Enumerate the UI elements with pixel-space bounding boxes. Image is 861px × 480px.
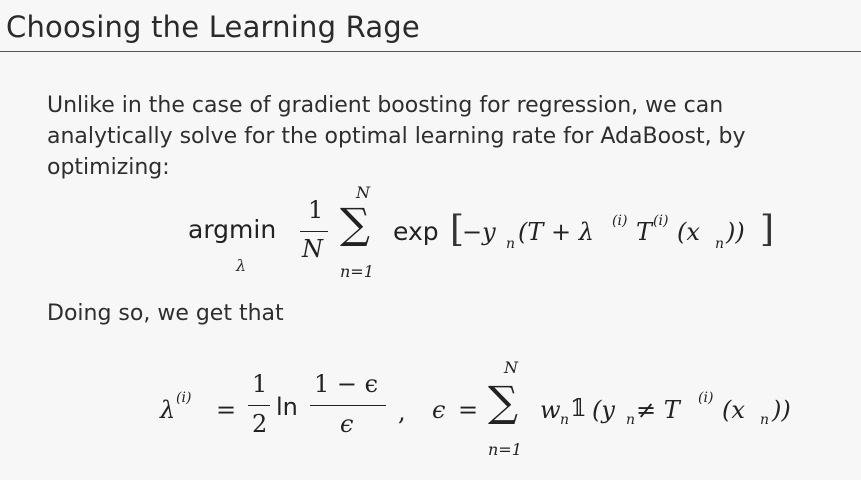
exp-body-close: )) bbox=[726, 218, 745, 246]
intro-paragraph: Unlike in the case of gradient boosting for regression, we can analytically solve for the optimal learning rate for AdaBoost, by optimizing: bbox=[47, 93, 746, 180]
ln-fraction-numerator: 1 − ϵ bbox=[314, 370, 379, 398]
summation-symbol: ∑ bbox=[340, 199, 370, 248]
fraction-bar bbox=[300, 231, 328, 232]
indicator-y-subscript: n bbox=[626, 412, 636, 428]
sum-upper-limit: N bbox=[356, 183, 370, 202]
indicator-x-subscript: n bbox=[760, 412, 770, 428]
indicator-body-y: (y bbox=[592, 396, 615, 424]
exp-body-y-subscript: n bbox=[506, 236, 516, 252]
ln-function: ln bbox=[276, 393, 298, 421]
equals-sign-1: = bbox=[216, 396, 237, 424]
ln-fraction-denominator: ϵ bbox=[340, 410, 354, 438]
sum2-upper-limit: N bbox=[504, 358, 518, 377]
exp-body-neg-y: −y bbox=[462, 218, 496, 246]
lambda-superscript: (i) bbox=[612, 213, 628, 229]
indicator-body-x: (x bbox=[722, 396, 745, 424]
sum2-lower-limit: n=1 bbox=[488, 440, 522, 459]
left-bracket: [ bbox=[450, 209, 465, 250]
equals-sign-2: = bbox=[458, 396, 479, 424]
epsilon-lhs: ϵ bbox=[432, 396, 446, 424]
title-divider bbox=[0, 51, 861, 52]
argmin-operator: argmin bbox=[188, 215, 277, 244]
indicator-symbol: 𝟙 bbox=[570, 394, 587, 422]
lambda-lhs: λ bbox=[160, 396, 176, 424]
result-paragraph: Doing so, we get that bbox=[47, 301, 284, 326]
half-numerator: 1 bbox=[252, 370, 268, 398]
indicator-t-superscript: (i) bbox=[698, 390, 714, 406]
indicator-neq-t: ≠ T bbox=[636, 396, 680, 424]
indicator-close: )) bbox=[772, 396, 791, 424]
summation-symbol-2: ∑ bbox=[488, 377, 518, 426]
ln-fraction-bar bbox=[310, 405, 386, 406]
fraction-denominator: N bbox=[302, 235, 323, 263]
weight-subscript: n bbox=[560, 412, 570, 428]
argmin-subscript: λ bbox=[236, 256, 247, 275]
fraction-numerator: 1 bbox=[308, 196, 324, 224]
half-denominator: 2 bbox=[252, 410, 268, 438]
half-fraction-bar bbox=[248, 405, 270, 406]
comma: , bbox=[398, 398, 406, 426]
exp-function: exp bbox=[393, 217, 439, 246]
exp-body-x: (x bbox=[677, 218, 700, 246]
weight-w: w bbox=[540, 396, 561, 424]
t-superscript: (i) bbox=[653, 213, 669, 229]
sum-lower-limit: n=1 bbox=[340, 262, 374, 281]
right-bracket: ] bbox=[760, 209, 775, 250]
slide-title: Choosing the Learning Rage bbox=[6, 10, 420, 44]
lambda-lhs-superscript: (i) bbox=[176, 390, 192, 406]
exp-body-t-plus-lambda: (T + λ bbox=[518, 218, 594, 246]
x-subscript: n bbox=[715, 236, 725, 252]
exp-body-t: T bbox=[636, 218, 653, 246]
